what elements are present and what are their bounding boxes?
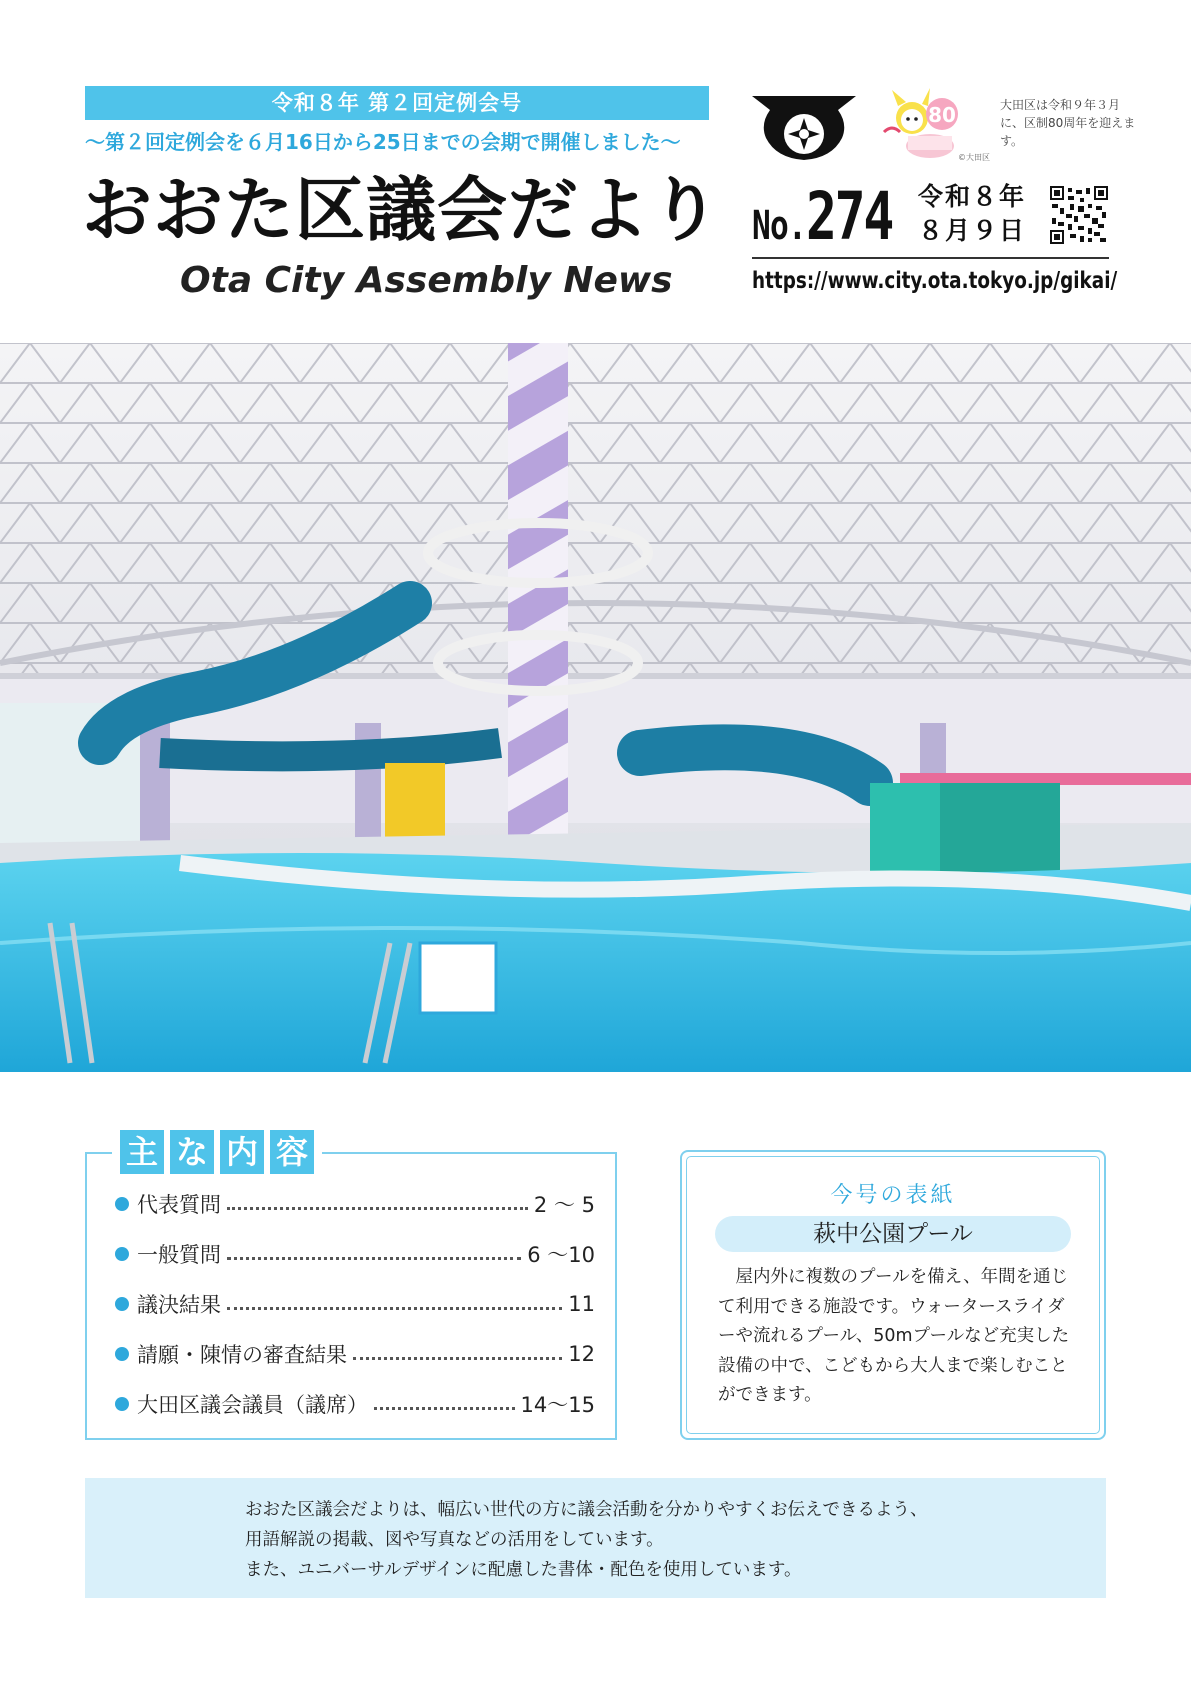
- universal-design-note: [245, 1495, 1005, 1585]
- contents-item-label: 大田区議会議員（議席）: [137, 1393, 368, 1417]
- issue-number-value: 274: [806, 178, 892, 255]
- website-link[interactable]: https://www.city.ota.tokyo.jp/gikai/: [752, 268, 1118, 294]
- contents-item-pages: 12: [568, 1342, 595, 1366]
- dot-leader: [353, 1357, 562, 1360]
- dot-leader: [227, 1207, 528, 1210]
- anniversary-note: 大田区は令和９年３月に、区制80周年を迎えます。: [1000, 98, 1136, 148]
- page-title-english: Ota City Assembly News: [180, 260, 673, 301]
- issue-banner: 令和８年 第２回定例会号: [85, 86, 709, 120]
- issue-date-day: ８月９日: [918, 216, 1027, 245]
- bullet-icon: [115, 1397, 129, 1411]
- contents-heading-char: 内: [220, 1130, 264, 1174]
- contents-item-pages: 2 ～ 5: [533, 1193, 595, 1217]
- page-title: おおた区議会だより: [82, 169, 721, 251]
- cover-place-name: 萩中公園プール: [715, 1216, 1071, 1252]
- contents-item-giin-giseki[interactable]: [115, 1389, 595, 1419]
- issue-date-era: 令和８年: [918, 182, 1027, 211]
- session-subtitle: ～第２回定例会を６月16日から25日までの会期で開催しました～: [85, 130, 681, 154]
- mascot-80th-anniversary-icon: [872, 84, 968, 162]
- contents-item-giketsu-kekka[interactable]: [115, 1289, 595, 1319]
- contents-heading: [112, 1130, 322, 1174]
- contents-item-ippan-shitsumon[interactable]: [115, 1239, 595, 1269]
- contents-item-pages: 6 ～10: [527, 1243, 595, 1267]
- bullet-icon: [115, 1197, 129, 1211]
- bullet-icon: [115, 1247, 129, 1261]
- universal-design-note-line: おおた区議会だよりは、幅広い世代の方に議会活動を分かりやすくお伝えできるよう、: [245, 1500, 928, 1520]
- issue-date: [918, 180, 1026, 248]
- mascot-copyright: ©大田区: [958, 153, 990, 162]
- contents-item-daihyo-shitsumon[interactable]: [115, 1189, 595, 1219]
- cover-photo-indoor-pool: [0, 343, 1191, 1072]
- qr-code-icon[interactable]: [1050, 186, 1108, 244]
- city-emblem-icon: [752, 88, 856, 164]
- contents-heading-char: な: [170, 1130, 214, 1174]
- cover-note-heading: 今号の表紙: [830, 1183, 956, 1208]
- dot-leader: [227, 1257, 521, 1260]
- cover-note-body: 屋内外に複数のプールを備え、年間を通じて利用できる施設です。ウォータースライダーや流れるプール、50mプールなど充実した設備の中で、こどもから大人まで楽しむことができます。: [718, 1267, 1070, 1405]
- universal-design-note-line: 用語解説の掲載、図や写真などの活用をしています。: [245, 1530, 664, 1550]
- contents-heading-char: 主: [120, 1130, 164, 1174]
- bullet-icon: [115, 1297, 129, 1311]
- universal-design-note-line: また、ユニバーサルデザインに配慮した書体・配色を使用しています。: [245, 1560, 802, 1580]
- contents-item-label: 代表質問: [137, 1193, 221, 1217]
- issue-number-prefix: No.: [752, 203, 807, 249]
- bullet-icon: [115, 1347, 129, 1361]
- contents-item-label: 議決結果: [137, 1293, 221, 1317]
- contents-item-label: 一般質問: [137, 1243, 221, 1267]
- contents-heading-char: 容: [270, 1130, 314, 1174]
- svg-text:80: 80: [928, 103, 956, 127]
- dot-leader: [227, 1307, 562, 1310]
- issue-number: [752, 178, 892, 255]
- contents-item-pages: 11: [568, 1292, 595, 1316]
- header-divider: [752, 257, 1109, 259]
- dot-leader: [374, 1407, 515, 1410]
- contents-item-label: 請願・陳情の審査結果: [137, 1343, 347, 1367]
- contents-item-seigan-chinjo[interactable]: [115, 1339, 595, 1369]
- contents-item-pages: 14～15: [520, 1393, 595, 1417]
